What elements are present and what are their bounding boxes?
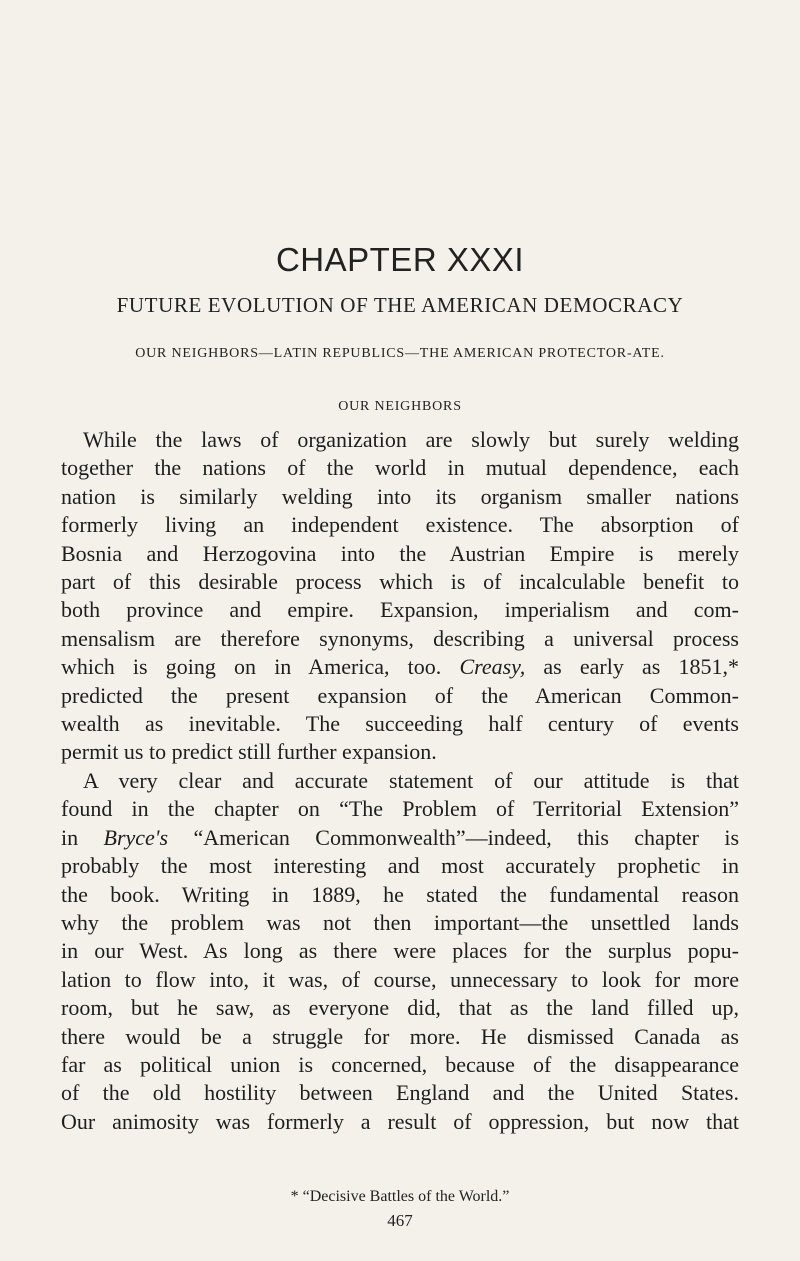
footnote: * “Decisive Battles of the World.” <box>290 1188 510 1205</box>
chapter-title: FUTURE EVOLUTION OF THE AMERICAN DEMOCRACY <box>116 293 684 317</box>
text-line: in our West. As long as there were places for the surplus popu- <box>61 938 739 964</box>
paragraph-1 <box>61 426 739 767</box>
text-run: “American Commonwealth”—indeed, this chapter is <box>193 824 740 850</box>
text-line: probably the most interesting and most accurately prophetic in <box>61 853 739 879</box>
section-heading: OUR NEIGHBORS <box>338 399 462 414</box>
text-line: there would be a struggle for more. He dismissed Canada as <box>61 1023 739 1049</box>
italic-name: Creasy, <box>459 654 526 680</box>
text-line: both province and empire. Expansion, imperialism and com- <box>61 597 739 623</box>
text-line <box>61 824 739 852</box>
text-line: of the old hostility between England and the United States. <box>61 1080 739 1106</box>
text-line: permit us to predict still further expansion. <box>61 739 437 765</box>
text-run: in <box>61 824 79 850</box>
text-line: predicted the present expansion of the American Common- <box>61 682 739 708</box>
text-run: which is going on in America, too. <box>61 654 442 680</box>
text-line: wealth as inevitable. The succeeding half century of events <box>61 711 739 737</box>
text-line: A very clear and accurate statement of our attitude is that <box>83 767 739 793</box>
chapter-number: CHAPTER XXXI <box>275 241 525 278</box>
text-run: as early as 1851,* <box>543 654 740 680</box>
text-line: together the nations of the world in mutual dependence, each <box>61 455 739 481</box>
italic-name: Bryce's <box>103 824 169 850</box>
text-line: why the problem was not then important—the unsettled lands <box>61 909 739 935</box>
page-number: 467 <box>387 1211 413 1230</box>
paragraph-2 <box>61 767 739 1136</box>
text-line <box>61 653 739 681</box>
text-line: While the laws of organization are slowly but surely welding <box>83 427 739 452</box>
text-line: Bosnia and Herzogovina into the Austrian Empire is merely <box>61 540 739 566</box>
text-line: lation to flow into, it was, of course, unnecessary to look for more <box>61 966 739 992</box>
text-line: nation is similarly welding into its organism smaller nations <box>61 483 739 509</box>
text-line: room, but he saw, as everyone did, that as the land filled up, <box>61 995 739 1021</box>
text-line: Our animosity was formerly a result of oppression, but now that <box>61 1108 739 1134</box>
body-text <box>61 426 739 1136</box>
text-line: found in the chapter on “The Problem of Territorial Extension” <box>61 796 739 822</box>
chapter-synopsis: OUR NEIGHBORS—LATIN REPUBLICS—THE AMERICAN PROTECTOR-ATE. <box>135 346 665 361</box>
text-line: the book. Writing in 1889, he stated the fundamental reason <box>61 881 739 907</box>
text-line: far as political union is concerned, because of the disappearance <box>61 1051 739 1077</box>
text-line: part of this desirable process which is of incalculable benefit to <box>61 569 739 595</box>
text-line: formerly living an independent existence. The absorption of <box>61 512 739 538</box>
text-line: mensalism are therefore synonyms, describing a universal process <box>61 625 739 651</box>
